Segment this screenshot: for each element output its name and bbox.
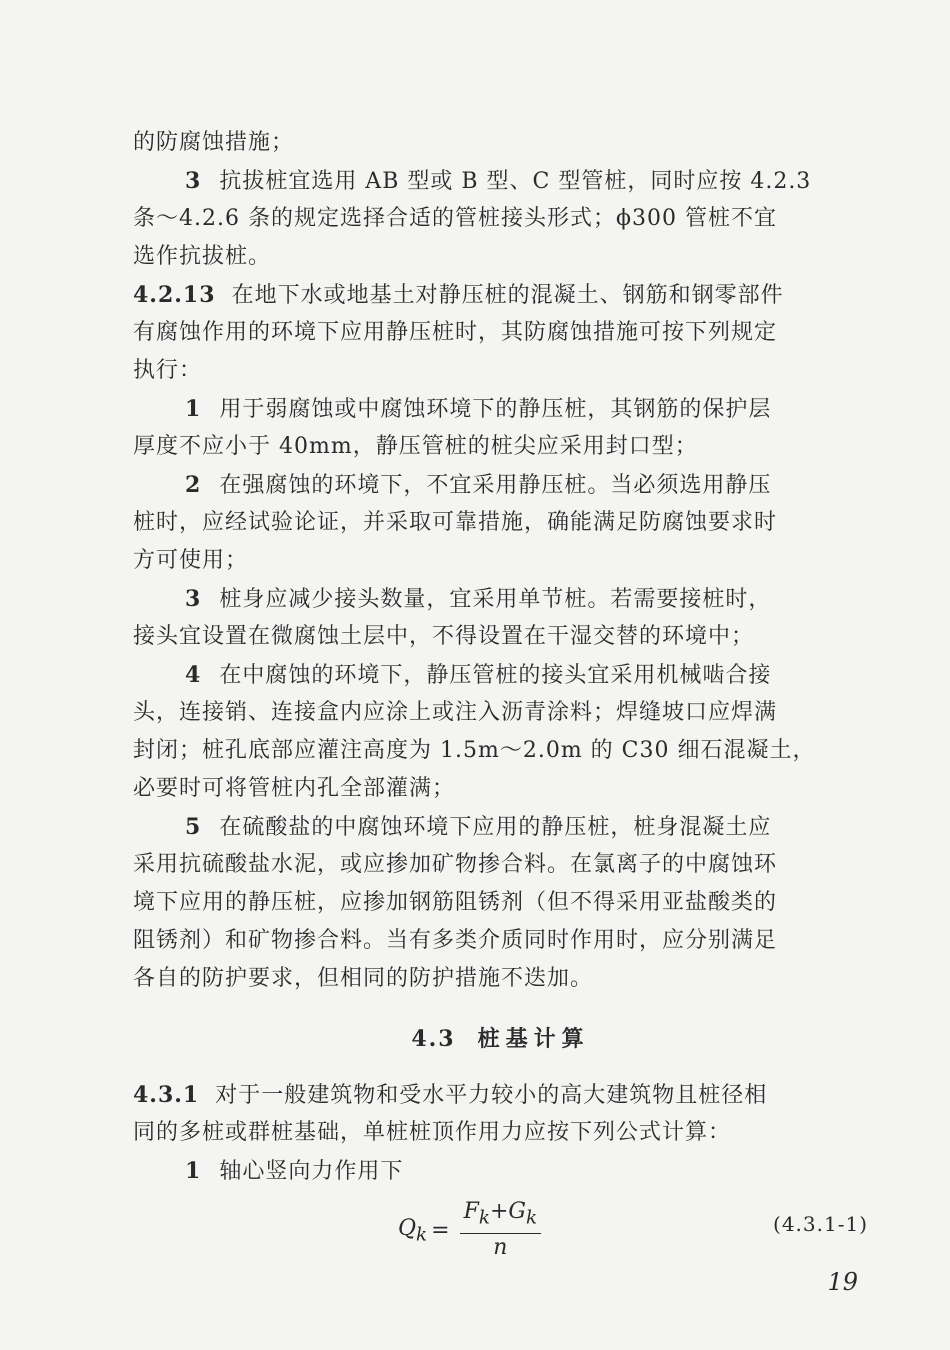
text-line: 桩时，应经试验论证，并采取可靠措施，确能满足防腐蚀要求时 [133,510,778,535]
page-number: 19 [827,1268,858,1296]
section-title-text: 桩基计算 [477,1026,590,1052]
list-item [133,162,868,200]
clause-number: 4.3.1 [133,1082,200,1108]
section-heading [133,1020,868,1058]
item-number: 2 [185,472,202,498]
text-line: 同的多桩或群桩基础，单桩桩顶作用力应按下列公式计算： [133,1120,732,1145]
text-line: 采用抗硫酸盐水泥，或应掺加矿物掺合料。在氯离子的中腐蚀环 [133,852,778,877]
formula [398,1198,541,1262]
item-number: 3 [185,168,202,194]
list-item [133,1152,868,1190]
item-text: 轴心竖向力作用下 [219,1159,404,1184]
text-line: 各自的防护要求，但相同的防护措施不迭加。 [133,966,594,991]
item-text: 用于弱腐蚀或中腐蚀环境下的静压桩，其钢筋的保护层 [219,397,772,422]
item-text: 桩身应减少接头数量，宜采用单节桩。若需要接桩时， [219,587,772,612]
text-line: 执行： [133,358,203,383]
equals-sign: = [431,1217,450,1243]
item-text: 在强腐蚀的环境下，不宜采用静压桩。当必须选用静压 [219,473,772,498]
text-line: 条～4.2.6 条的规定选择合适的管桩接头形式；ϕ300 管桩不宜 [133,206,777,231]
list-item [133,390,868,428]
clause-4-3-1 [133,1076,868,1114]
clause-4-2-13 [133,276,868,314]
item-number: 3 [185,586,202,612]
clause-number: 4.2.13 [133,282,216,308]
list-item [133,466,868,504]
text-line: 境下应用的静压桩，应掺加钢筋阻锈剂（但不得采用亚盐酸类的 [133,890,778,915]
clause-text: 在地下水或地基土对静压桩的混凝土、钢筋和钢零部件 [231,283,784,308]
text-line: 必要时可将管桩内孔全部灌满； [133,776,456,801]
formula-row [133,1198,868,1261]
section-number: 4.3 [411,1026,456,1052]
item-number: 1 [185,396,202,422]
list-item [133,580,868,618]
equation-number: (4.3.1-1) [773,1212,868,1236]
fraction-numerator: $F_k+G_k$ [460,1198,542,1234]
text-line: 方可使用； [133,548,249,573]
fraction-denominator: n [493,1235,508,1261]
formula-lhs: $Q_k$ [398,1215,428,1245]
item-number: 5 [185,814,202,840]
text-line: 选作抗拔桩。 [133,244,272,269]
list-item [133,656,868,694]
text-line: 头，连接销、连接盒内应涂上或注入沥青涂料；焊缝坡口应焊满 [133,700,778,725]
text-line: 有腐蚀作用的环境下应用静压桩时，其防腐蚀措施可按下列规定 [133,320,778,345]
text-line: 接头宜设置在微腐蚀土层中，不得设置在干湿交替的环境中； [133,624,755,649]
text-line: 封闭；桩孔底部应灌注高度为 1.5m～2.0m 的 C30 细石混凝土， [133,738,816,763]
text-line: 阻锈剂）和矿物掺合料。当有多类介质同时作用时，应分别满足 [133,928,778,953]
item-number: 1 [185,1158,202,1184]
list-item [133,808,868,846]
item-text: 在硫酸盐的中腐蚀环境下应用的静压桩，桩身混凝土应 [219,815,772,840]
item-text: 抗拔桩宜选用 AB 型或 B 型、C 型管桩，同时应按 4.2.3 [219,169,812,194]
item-text: 在中腐蚀的环境下，静压管桩的接头宜采用机械啮合接 [219,663,772,688]
fraction [460,1198,542,1262]
text-line: 的防腐蚀措施； [133,130,295,155]
item-number: 4 [185,662,202,688]
text-line: 厚度不应小于 40mm，静压管桩的桩尖应采用封口型； [133,434,698,459]
clause-text: 对于一般建筑物和受水平力较小的高大建筑物且桩径相 [215,1083,768,1108]
